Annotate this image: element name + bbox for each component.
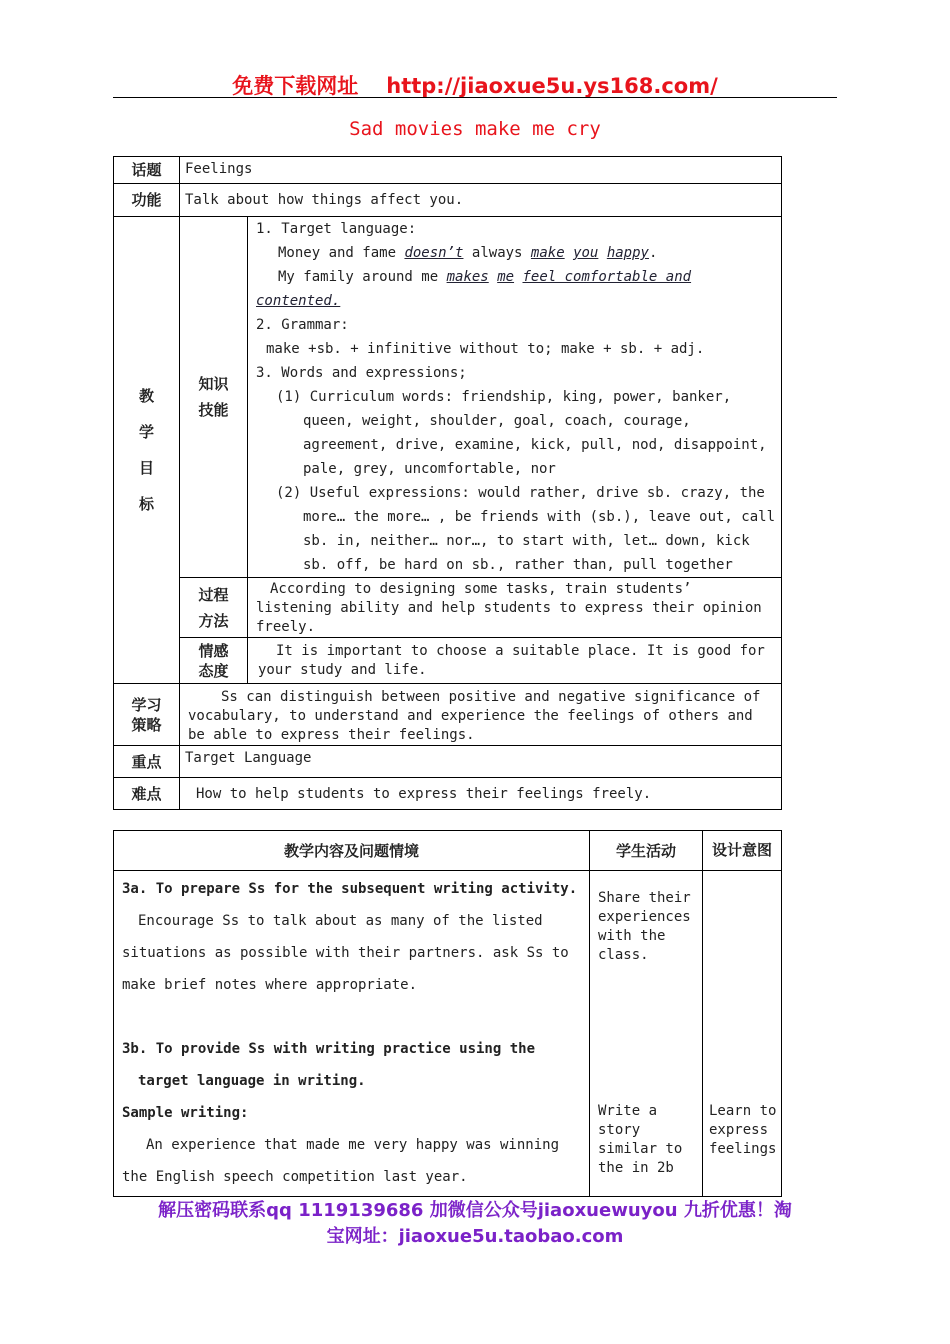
knowledge-label: 知识 技能	[180, 217, 248, 578]
target-language-head: 1. Target language:	[256, 221, 417, 237]
function-label: 功能	[114, 184, 180, 217]
section-3a-body: Encourage Ss to talk about as many of the listed situations as possible with their partners. ask Ss to make brief notes where appropriate.	[122, 913, 569, 993]
difficult-value: How to help students to express their feelings freely.	[180, 778, 782, 810]
target-sentence-2-cont: contented.	[256, 293, 341, 309]
key-label: 重点	[114, 746, 180, 778]
student-activity	[590, 871, 703, 1197]
objectives-table	[113, 156, 782, 810]
page-header	[0, 70, 950, 100]
section-3b-head-2: target language in writing.	[138, 1073, 366, 1089]
lesson-content	[114, 871, 590, 1197]
activity-2: Write a story similar to the in 2b	[598, 1103, 683, 1176]
target-sentence-2: My family around me makes me feel comfortable and	[278, 269, 692, 285]
process-value: According to designing some tasks, train students’ listening ability and help students to express their opinion freely.	[248, 578, 782, 638]
site-url[interactable]: http://jiaoxue5u.ys168.com/	[386, 74, 718, 98]
strategy-value: Ss can distinguish between positive and negative significance of vocabulary, to understand and experience the feelings of others and be able to express their feelings.	[180, 684, 782, 746]
site-name: 免费下载网址	[232, 74, 359, 98]
emotion-value: It is important to choose a suitable place. It is good for your study and life.	[248, 638, 782, 684]
topic-value: Feelings	[180, 157, 782, 184]
useful-expressions: (2) Useful expressions: would rather, drive sb. crazy, the more… the more… , be friends with (sb.), leave out, call sb. in, neither… nor…, to start with, let… down, kick sb. off, be hard on sb., rather than, pull together	[276, 485, 776, 573]
section-3b-head-1: 3b. To provide Ss with writing practice using the	[122, 1041, 536, 1057]
key-value: Target Language	[180, 746, 782, 778]
col-activity-header: 学生活动	[590, 831, 703, 871]
process-label: 过程 方法	[180, 578, 248, 638]
knowledge-content	[248, 217, 782, 578]
activity-1: Share their experiences with the class.	[598, 890, 691, 963]
target-sentence-1: Money and fame doesn’t always make you happy.	[278, 245, 658, 261]
col-content-header: 教学内容及问题情境	[114, 831, 590, 871]
page-footer	[0, 1198, 950, 1250]
footer-line-2[interactable]: 宝网址：jiaoxue5u.taobao.com	[326, 1226, 624, 1247]
topic-label: 话题	[114, 157, 180, 184]
sample-writing-head: Sample writing:	[122, 1105, 249, 1121]
difficult-label: 难点	[114, 778, 180, 810]
footer-line-1: 解压密码联系qq 1119139686 加微信公众号jiaoxuewuyou 九折优惠！淘	[158, 1200, 792, 1221]
design-intent	[703, 871, 782, 1197]
function-value: Talk about how things affect you.	[180, 184, 782, 217]
section-3a-head: 3a. To prepare Ss for the subsequent writing activity.	[122, 881, 578, 897]
doc-title: Sad movies make me cry	[349, 118, 601, 140]
sample-writing-body: An experience that made me very happy was winning the English speech competition last year.	[122, 1137, 560, 1185]
header-divider	[113, 97, 837, 98]
design-2: Learn to express feelings	[709, 1103, 777, 1157]
emotion-label: 情感 态度	[180, 638, 248, 684]
grammar-body: make +sb. + infinitive without to; make + sb. + adj.	[266, 341, 705, 357]
lesson-table	[113, 830, 782, 1197]
col-design-header: 设计意图	[703, 831, 782, 871]
words-head: 3. Words and expressions;	[256, 365, 467, 381]
strategy-label: 学习 策略	[114, 684, 180, 746]
grammar-head: 2. Grammar:	[256, 317, 349, 333]
goals-label: 教 学 目 标	[114, 217, 180, 684]
curriculum-words: (1) Curriculum words: friendship, king, power, banker, queen, weight, shoulder, goal, coach, courage, agreement, drive, examine, kick, pull, nod, disappoint, pale, grey, uncomfortable, nor	[276, 389, 767, 477]
